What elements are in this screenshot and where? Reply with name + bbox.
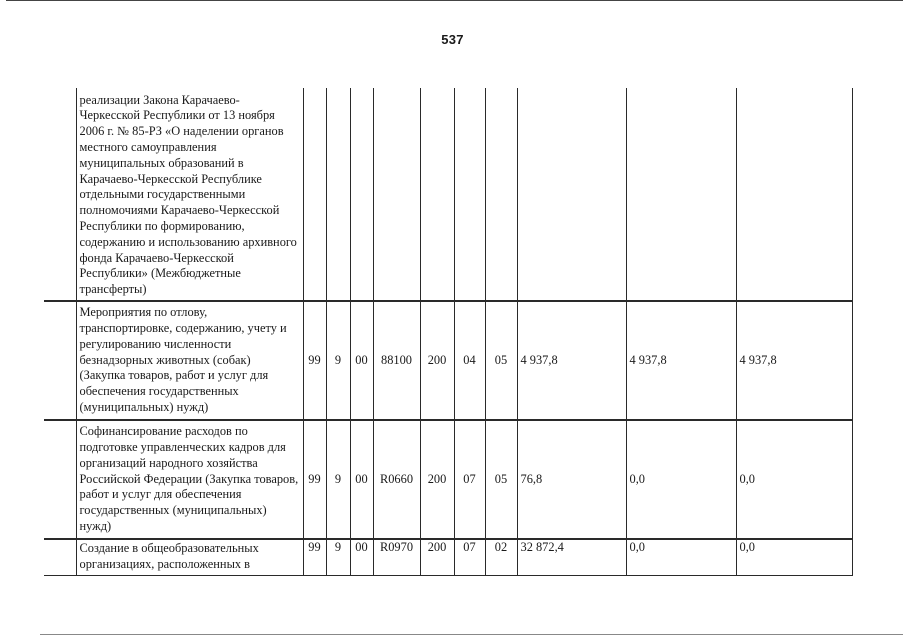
table-row [44, 420, 852, 539]
table-row [44, 301, 852, 420]
table-row [44, 539, 852, 576]
direction-code [373, 88, 420, 301]
section-code [454, 88, 485, 301]
subprogram-code: 9 [326, 539, 350, 576]
program-code: 99 [303, 420, 326, 539]
direction-code: R0660 [373, 420, 420, 539]
amount-year-1: 76,8 [517, 420, 626, 539]
margin-cell [44, 539, 76, 576]
page-bottom-rule [40, 634, 903, 635]
margin-cell [44, 88, 76, 301]
budget-table [44, 88, 853, 576]
amount-year-2: 0,0 [626, 420, 736, 539]
subsection-code: 05 [485, 301, 517, 420]
row-description: Софинансирование расходов по подготовке управленческих кадров для организаций народного хозяйства Российской Федерации (Закупка товаров, работ и услуг для обеспечения государственных (муниципальных) нужд) [76, 420, 303, 539]
margin-cell [44, 301, 76, 420]
subprogram-code [326, 88, 350, 301]
subprogram-code: 9 [326, 301, 350, 420]
subsection-code: 05 [485, 420, 517, 539]
program-code: 99 [303, 301, 326, 420]
row-description: реализации Закона Карачаево-Черкесской Республики от 13 ноября 2006 г. № 85-РЗ «О наделении органов местного самоуправления муниципальных образований в Карачаево-Черкесской Республике отдельными государственными полномочиями Карачаево-Черкесской Республики по формированию, содержанию и использованию архивного фонда Карачаево-Черкесской Республики» (Межбюджетные трансферты) [76, 88, 303, 301]
main-event-code: 00 [350, 539, 373, 576]
section-code: 07 [454, 539, 485, 576]
amount-year-3: 0,0 [736, 539, 852, 576]
amount-year-2: 0,0 [626, 539, 736, 576]
amount-year-2 [626, 88, 736, 301]
amount-year-3 [736, 88, 852, 301]
margin-cell [44, 420, 76, 539]
row-description: Создание в общеобразовательных организациях, расположенных в [76, 539, 303, 576]
amount-year-3: 0,0 [736, 420, 852, 539]
expense-type-code: 200 [420, 420, 454, 539]
page-top-rule [6, 0, 903, 1]
subsection-code: 02 [485, 539, 517, 576]
amount-year-1: 4 937,8 [517, 301, 626, 420]
amount-year-3: 4 937,8 [736, 301, 852, 420]
amount-year-1 [517, 88, 626, 301]
section-code: 07 [454, 420, 485, 539]
direction-code: 88100 [373, 301, 420, 420]
direction-code: R0970 [373, 539, 420, 576]
table-row [44, 88, 852, 301]
expense-type-code: 200 [420, 301, 454, 420]
expense-type-code [420, 88, 454, 301]
subsection-code [485, 88, 517, 301]
amount-year-2: 4 937,8 [626, 301, 736, 420]
section-code: 04 [454, 301, 485, 420]
program-code [303, 88, 326, 301]
program-code: 99 [303, 539, 326, 576]
main-event-code [350, 88, 373, 301]
expense-type-code: 200 [420, 539, 454, 576]
amount-year-1: 32 872,4 [517, 539, 626, 576]
row-description: Мероприятия по отлову, транспортировке, содержанию, учету и регулированию численности безнадзорных животных (собак) (Закупка товаров, работ и услуг для обеспечения государственных (муниципальных) нужд) [76, 301, 303, 420]
main-event-code: 00 [350, 420, 373, 539]
main-event-code: 00 [350, 301, 373, 420]
page-number: 537 [441, 32, 464, 47]
subprogram-code: 9 [326, 420, 350, 539]
